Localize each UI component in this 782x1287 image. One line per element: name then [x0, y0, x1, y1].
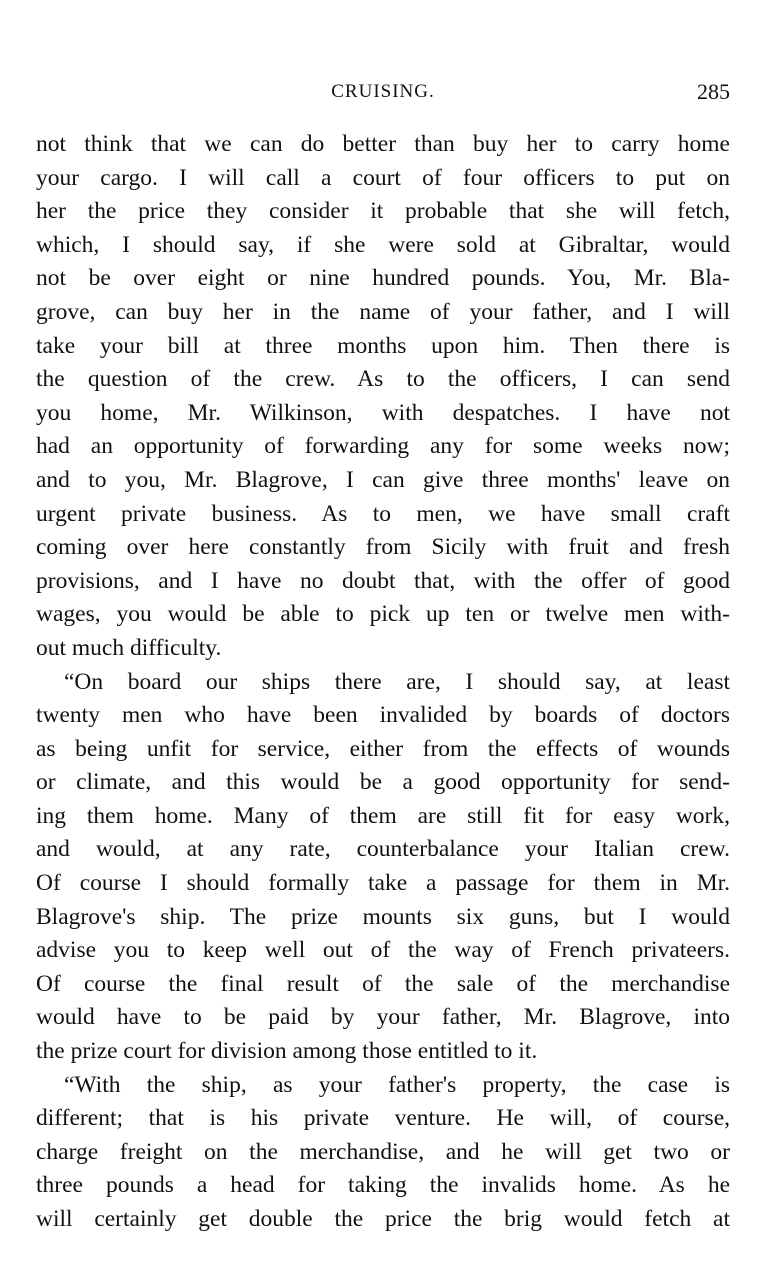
text-line: you home, Mr. Wilkinson, with despatches. I have not	[36, 399, 730, 426]
text-line: wages, you would be able to pick up ten or twelve men with-	[36, 601, 730, 628]
text-line: would have to be paid by your father, Mr. Blagrove, into	[36, 1004, 730, 1031]
text-line: or climate, and this would be a good opportunity for send-	[36, 769, 730, 796]
text-line: twenty men who have been invalided by boards of doctors	[36, 702, 730, 729]
paragraph	[36, 128, 730, 666]
text-line: advise you to keep well out of the way of French privateers.	[36, 937, 730, 964]
text-line: provisions, and I have no doubt that, with the offer of good	[36, 567, 730, 594]
text-line: take your bill at three months upon him. Then there is	[36, 332, 730, 359]
text-line: and would, at any rate, counterbalance your Italian crew.	[36, 836, 730, 863]
text-line: Blagrove's ship. The prize mounts six guns, but I would	[36, 903, 730, 930]
text-line: “With the ship, as your father's property, the case is	[64, 1071, 730, 1098]
page-number: 285	[697, 79, 730, 104]
text-line: your cargo. I will call a court of four officers to put on	[36, 164, 730, 191]
running-head	[36, 78, 730, 106]
body-text	[36, 128, 730, 1237]
text-line: not think that we can do better than buy her to carry home	[36, 131, 730, 157]
text-line: not be over eight or nine hundred pounds. You, Mr. Bla-	[36, 265, 730, 292]
text-line: the question of the crew. As to the officers, I can send	[36, 366, 730, 393]
text-line: urgent private business. As to men, we have small craft	[36, 500, 730, 527]
text-line: her the price they consider it probable that she will fetch,	[36, 198, 730, 225]
text-line: coming over here constantly from Sicily with fruit and fresh	[36, 534, 730, 561]
text-line: three pounds a head for taking the invalids home. As he	[36, 1172, 730, 1199]
text-line: Of course I should formally take a passage for them in Mr.	[36, 870, 730, 897]
text-line: different; that is his private venture. He will, of course,	[36, 1105, 730, 1132]
paragraph	[36, 666, 730, 1069]
text-line: the prize court for division among those entitled to it.	[36, 1038, 538, 1065]
text-line: which, I should say, if she were sold at Gibraltar, would	[36, 231, 730, 258]
text-line: will certainly get double the price the brig would fetch at	[36, 1206, 730, 1232]
text-line: grove, can buy her in the name of your father, and I will	[36, 298, 730, 325]
text-line: charge freight on the merchandise, and he will get two or	[36, 1138, 730, 1165]
text-line: had an opportunity of forwarding any for some weeks now;	[36, 433, 730, 460]
text-line: Of course the final result of the sale of the merchandise	[36, 970, 730, 997]
text-line: “On board our ships there are, I should say, at least	[64, 668, 730, 695]
running-title: CRUISING.	[331, 81, 435, 102]
text-line: out much difficulty.	[36, 634, 222, 661]
paragraph	[36, 1069, 730, 1237]
text-line: and to you, Mr. Blagrove, I can give three months' leave on	[36, 466, 730, 493]
text-line: as being unfit for service, either from the effects of wounds	[36, 735, 730, 762]
text-line: ing them home. Many of them are still fit for easy work,	[36, 802, 730, 829]
